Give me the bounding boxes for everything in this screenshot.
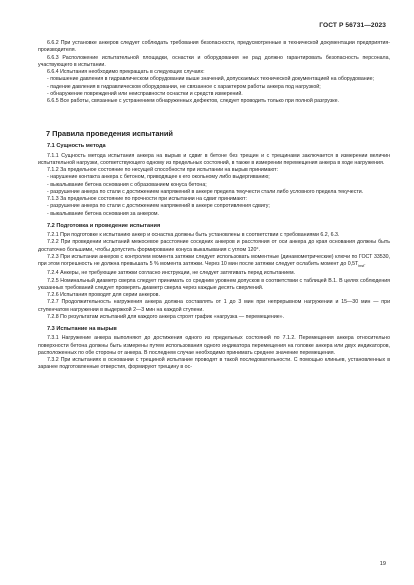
paragraph: 7.2.8 По результатам испытаний для каждого анкера строят график «нагрузка — перемещение». <box>47 313 285 320</box>
list-item: - обнаружение повреждений или неисправности оснастки и средств измерений. <box>47 90 243 97</box>
paragraph: 7.1.1 Сущность метода испытания анкера на вырыв и сдвиг в бетоне без трещин и с трещинами заключается в измерении величин испытательной нагрузки, соответствующего одному из предельных состояний, в также в измерении перемещения анкера в ходе нагружения. <box>38 152 390 166</box>
paragraph: 7.3.2 При испытаниях в основании с трещиной испытание проводят в такой последовательности. С помощью клиньев, установленных в заранее подготовленные отверстия, формируют трещину в ос- <box>38 357 390 371</box>
paragraph: 7.2.2 При проведении испытаний межосевое расстояние соседних анкеров и расстояния от оси анкера до края основания должны быть достаточно большими, чтобы допустить формирование конуса выкалывания с углом 120°. <box>38 239 390 253</box>
paragraph: 7.1.2 За предельное состояние по несущей способности при испытании на вырыв принимают: <box>47 167 279 173</box>
list-item: - нарушение контакта анкера с бетоном, приводящее к его окольному либо выдергиванию; <box>47 174 270 181</box>
list-item: - разрушение анкера по стали с достижением напряжений в анкере предела текучести стали либо условного предела текучести. <box>47 188 364 195</box>
paragraph: 7.1.3 За предельное состояние по прочности при испытании на сдвиг принимают: <box>47 196 247 202</box>
subscript-inst: inst <box>358 264 365 269</box>
subsection-heading: 7.1 Сущность метода <box>47 143 106 150</box>
paragraph: 7.2.4 Анкеры, не требующие затяжки согласно инструкции, не следует затягивать перед испытанием. <box>47 270 296 277</box>
list-item: - выкалывание бетона основания с образованием конуса бетона; <box>47 181 207 188</box>
paragraph: 7.3.1 Нагружение анкера выполняют до достижения одного из предельных состояний по 7.1.2. Перемещения анкера относительно поверхности бетона должны быть измерены путем использования одного индикатора перемещения на головке анкера или двух индикаторов, расположенных по обе стороны от анкера. В последнем случае необходимо принимать среднее значение перемещения. <box>38 335 390 356</box>
standard-header: ГОСТ Р 56731—2023 <box>319 22 386 29</box>
paragraph: 7.2.7 Продолжительность нагружения анкера должна составлять от 1 до 3 мин при непрерывном нагружении и 15—30 мин — при ступенчатом нагружении в выдержкой 2—3 мин на каждой ступени. <box>38 299 390 313</box>
paragraph: 7.2.1 При подготовке к испытанию анкер и оснастка должны быть установлены в соответствии с требованиями 6.2, 6.3. <box>47 232 340 238</box>
section-heading: 7 Правила проведения испытаний <box>46 129 173 139</box>
list-item: - повышение давления в гидравлическом оборудовании выше значений, допускаемых технической документацией на оборудование; <box>47 76 374 83</box>
paragraph: 6.6.5 Все работы, связанные с устранением обнаруженных дефектов, следует проводить только при полной разгрузке. <box>47 98 339 104</box>
subsection-heading: 7.2 Подготовка и проведение испытания <box>47 222 161 229</box>
document-body <box>38 40 390 372</box>
list-item: - выкалывание бетона основания за анкером. <box>47 210 159 217</box>
paragraph-end: . <box>364 261 366 267</box>
paragraph: 6.6.2 При установке анкеров следует соблюдать требования безопасности, предусмотренные в технической документации предприятия-производителя. <box>38 40 390 54</box>
paragraph: 7.2.6 Испытания проводят для серии анкеров. <box>47 292 160 299</box>
list-item: - падение давления в гидравлическом оборудовании, не связанное с характером работы анкера под нагрузкой; <box>47 83 321 90</box>
paragraph: 7.2.5 Номинальный диаметр сверла следует принимать со средним уровнем допусков в соответствии с таблицей В.1. В целях соблюдения указанных требований следует проверять диаметр сверла через каждые десять сверлений. <box>38 277 390 291</box>
paragraph <box>38 254 390 271</box>
paragraph: 6.6.4 Испытания необходимо прекращать в следующих случаях: <box>47 69 205 75</box>
list-item: - разрушение анкера по стали с достижением напряжений в анкере сопротивления сдвигу; <box>47 203 270 210</box>
subsection-heading: 7.3 Испытание на вырыв <box>47 326 117 333</box>
paragraph: 6.6.3 Расположение испытательной площадки, оснастки и оборудования не рад должно гарантировать безопасность персонала, участвующего в испытании. <box>38 54 390 68</box>
page-number: 19 <box>379 561 386 567</box>
paragraph-text: 7.2.3 При испытании анкеров с контролем момента затяжки следует использовать моментные (динамометрические) ключи по ГОСТ 33530, при этом погрешность не должна превышать 5 % момента затяжки. Через 10 мин после затяжки следует ослабить момент до 0,5Т <box>38 253 390 267</box>
